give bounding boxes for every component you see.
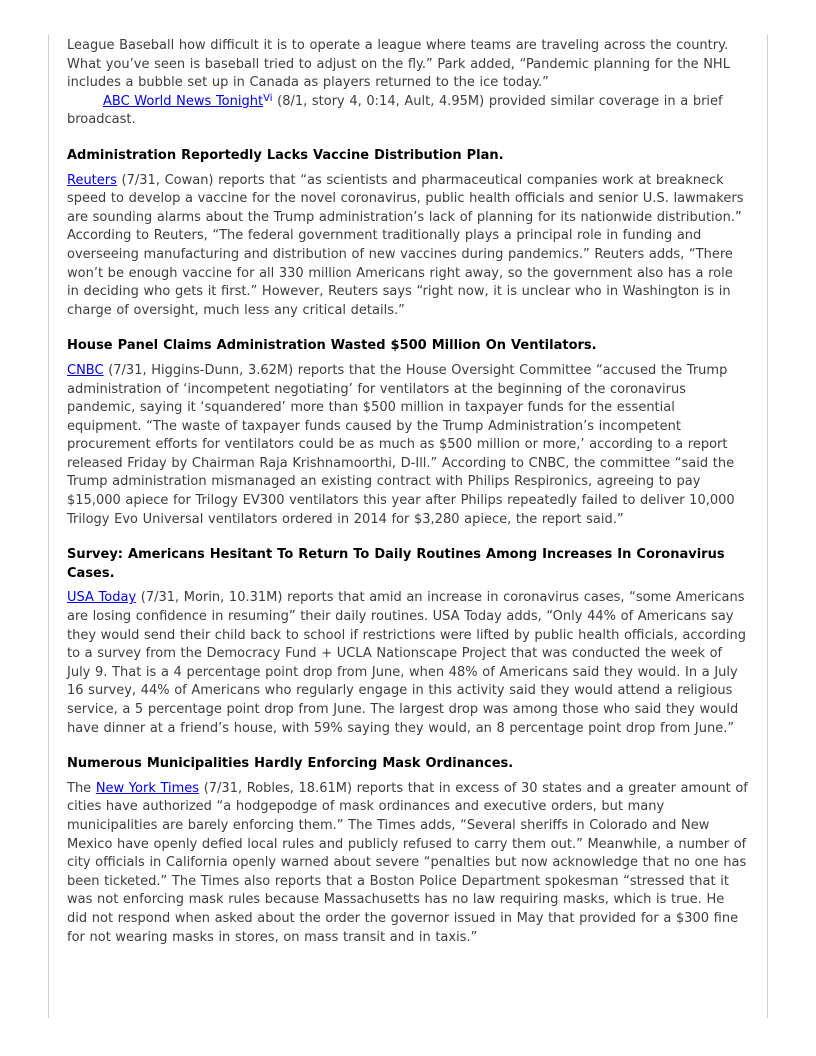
paragraph-text: (8/1, story 4, 0:14, Ault, 4.95M) provided similar coverage in a brief broadcast.	[67, 93, 723, 128]
paragraph-text: (7/31, Higgins-Dunn, 3.62M) reports that the House Oversight Committee “accused the Trump administration of ‘incompetent negotiating’ for ventilators at the beginning of the coronavirus pandemic, saying it ‘squandered’ more than $500 million in taxpayer funds for the essential equipment. “The waste of taxpayer funds caused by the Trump Administration’s incompetent procurement efforts for ventilators could be as much as $500 million or more,’ according to a report released Friday by Chairman Raja Krishnamoorthi, D-Ill.” According to CNBC, the committee “said the Trump administration mismanaged an existing contract with Philips Respironics, agreeing to pay $15,000 apiece for Trilogy EV300 ventilators this year after Philips repeatedly failed to deliver 10,000 Trilogy Evo Universal ventilators ordered in 2014 for $3,280 apiece, the report said.”	[67, 362, 735, 527]
cnbc-link[interactable]: CNBC	[67, 362, 104, 378]
new-york-times-link[interactable]: New York Times	[95, 780, 200, 796]
paragraph-text: (7/31, Cowan) reports that “as scientists and pharmaceutical companies work at breakneck speed to develop a vaccine for the novel coronavirus, public health officials and senior U.S. lawmakers are sounding alarms about the Trump administration’s lack of planning for its nationwide distribution.” According to Reuters, “The federal government traditionally plays a principal role in funding and overseeing manufacturing and distribution of new vaccines during pandemics.” Reuters adds, “There won’t be enough vaccine for all 330 million Americans right away, so the government also has a role in deciding who gets it first.” However, Reuters says “right now, it is unclear who in Washington is in charge of oversight, much less any critical details.”	[67, 172, 744, 318]
paragraph-ventilators-waste	[67, 362, 748, 529]
section-heading-vaccine-distribution-plan: Administration Reportedly Lacks Vaccine Distribution Plan.	[67, 147, 504, 163]
paragraph-continuation	[67, 37, 748, 93]
section-heading-ventilators-waste: House Panel Claims Administration Wasted $500 Million On Ventilators.	[67, 338, 597, 354]
paragraph-text: League Baseball how difficult it is to operate a league where teams are traveling across the country. What you’ve seen is baseball tried to adjust on the fly.” Park added, “Pandemic planning for the NHL includes a bubble set up in Canada as players returned to the ice today.”	[67, 38, 730, 91]
paragraph-text: (7/31, Morin, 10.31M) reports that amid an increase in coronavirus cases, “some Americans are losing confidence in resuming” their daily routines. USA Today adds, “Only 44% of Americans say they would send their child back to school if restrictions were lifted by public health officials, according to a survey from the Democracy Fund + UCLA Nationscape Project that was conducted the week of July 9. That is a 4 percentage point drop from June, when 48% of Americans said they would. In a July 16 survey, 44% of Americans who regularly engage in this activity said they would attend a religious service, a 5 percentage point drop from June. The largest drop was among those who said they would have dinner at a friend’s house, with 59% saying they would, an 8 percentage point drop from June.”	[67, 590, 747, 736]
document-page	[48, 35, 768, 1018]
paragraph-vaccine-distribution-plan	[67, 172, 748, 321]
usa-today-link[interactable]: USA Today	[67, 590, 137, 606]
paragraph-mask-ordinances	[67, 780, 748, 947]
section-heading-mask-ordinances: Numerous Municipalities Hardly Enforcing Mask Ordinances.	[67, 756, 514, 772]
abc-world-news-tonight-link[interactable]: ABC World News Tonight	[103, 93, 264, 109]
paragraph-text: (7/31, Robles, 18.61M) reports that in excess of 30 states and a greater amount of cities have authorized “a hodgepodge of mask ordinances and executive orders, but many municipalities are barely enforcing them.” The Times adds, “Several sheriffs in Colorado and New Mexico have openly defied local rules and publicly refused to carry them out.” Meanwhile, a number of city officials in California openly warned about severe “penalties but now acknowledge that no one has been ticketed.” The Times also reports that a Boston Police Department spokesman “stressed that it was not enforcing mask rules because Massachusetts has no law requiring masks, which is true. He did not respond when asked about the order the governor issued in May that provided for a $300 fine for not wearing masks in stores, on mass transit and in taxis.”	[67, 780, 748, 945]
paragraph-lead-in: The	[67, 780, 96, 796]
reuters-link[interactable]: Reuters	[67, 172, 117, 188]
paragraph-abc-coverage	[67, 93, 748, 130]
footnote-superscript: Vi	[263, 92, 273, 104]
paragraph-survey-daily-routines	[67, 589, 748, 738]
section-heading-survey-daily-routines: Survey: Americans Hesitant To Return To Daily Routines Among Increases In Coronavirus Cases.	[67, 547, 725, 581]
